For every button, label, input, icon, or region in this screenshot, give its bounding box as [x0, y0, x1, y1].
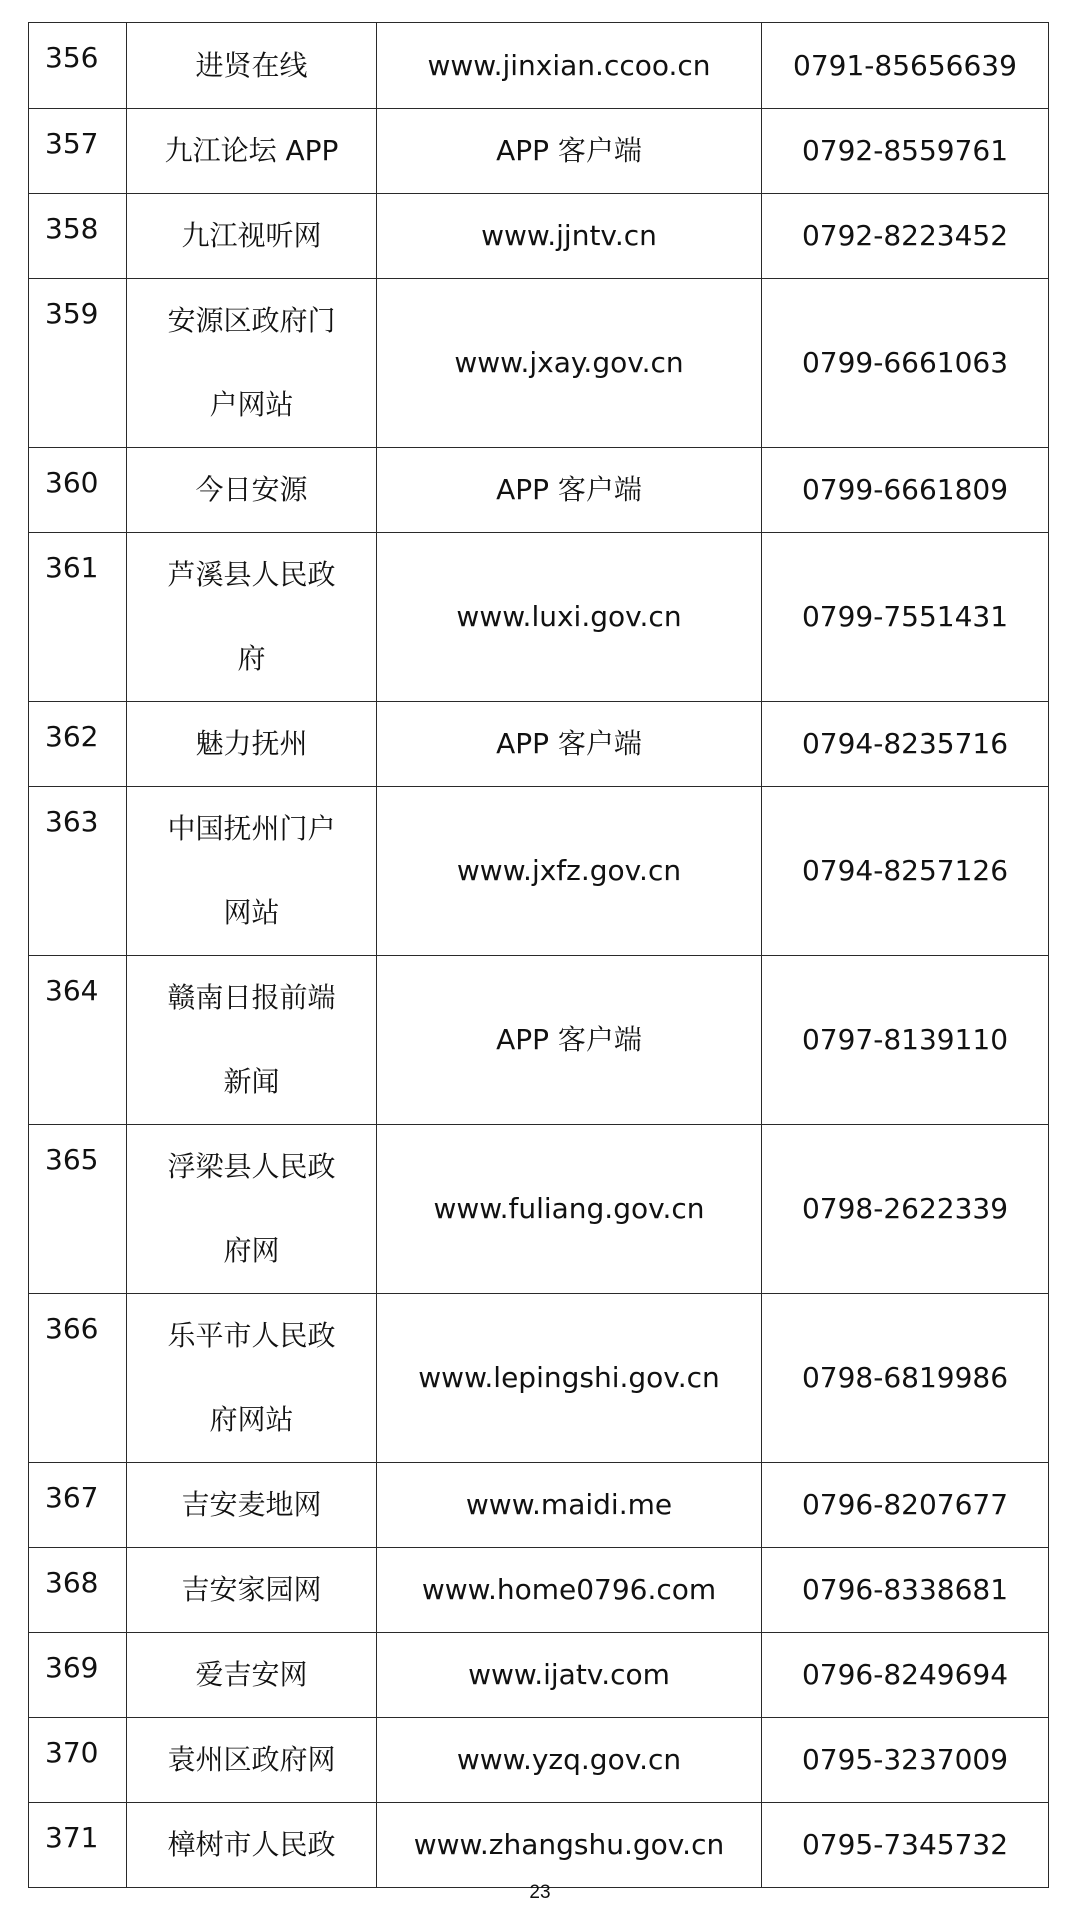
site-name-text: 安源区政府门户网站: [167, 304, 336, 421]
contact-phone: 0791-85656639: [762, 23, 1049, 109]
site-name: [127, 702, 377, 787]
site-name: [127, 787, 377, 956]
site-name: [127, 23, 377, 109]
site-name: [127, 1463, 377, 1548]
row-number: 362: [29, 702, 127, 787]
row-number: 359: [29, 279, 127, 448]
contact-phone: 0795-7345732: [762, 1803, 1049, 1888]
table-row: [29, 702, 1049, 787]
site-name-text: 九江视听网: [181, 219, 322, 252]
row-number: 365: [29, 1125, 127, 1294]
site-url: www.fuliang.gov.cn: [377, 1125, 762, 1294]
table-row: [29, 1125, 1049, 1294]
row-number: 370: [29, 1718, 127, 1803]
site-name: [127, 956, 377, 1125]
table-row: [29, 1548, 1049, 1633]
row-number: 357: [29, 109, 127, 194]
row-number: 366: [29, 1294, 127, 1463]
table-body: [29, 23, 1049, 1888]
site-name: [127, 279, 377, 448]
site-url: www.jinxian.ccoo.cn: [377, 23, 762, 109]
site-name-text: 袁州区政府网: [167, 1743, 336, 1776]
site-name-text: 进贤在线: [195, 48, 308, 82]
page-number: 23: [529, 1882, 551, 1903]
site-name-text: 芦溪县人民政府: [167, 558, 336, 675]
site-name: [127, 448, 377, 533]
site-url: APP 客户端: [377, 448, 762, 533]
contact-phone: 0794-8235716: [762, 702, 1049, 787]
table-row: [29, 1294, 1049, 1463]
site-url: www.luxi.gov.cn: [377, 533, 762, 702]
site-name-text: 吉安家园网: [181, 1573, 322, 1606]
contact-phone: 0792-8559761: [762, 109, 1049, 194]
row-number: 369: [29, 1633, 127, 1718]
site-name-text: 樟树市人民政: [167, 1828, 336, 1861]
site-name: [127, 533, 377, 702]
site-url: www.zhangshu.gov.cn: [377, 1803, 762, 1888]
row-number: 371: [29, 1803, 127, 1888]
site-url: APP 客户端: [377, 956, 762, 1125]
site-url: www.home0796.com: [377, 1548, 762, 1633]
site-name: [127, 109, 377, 194]
site-name: [127, 1718, 377, 1803]
site-name-text: 今日安源: [195, 473, 308, 506]
site-name: [127, 1125, 377, 1294]
site-name: [127, 1803, 377, 1888]
site-name-text: 九江论坛 APP: [164, 134, 339, 167]
table-row: [29, 1718, 1049, 1803]
row-number: 356: [29, 23, 127, 109]
contact-phone: 0799-7551431: [762, 533, 1049, 702]
contact-phone: 0797-8139110: [762, 956, 1049, 1125]
row-number: 360: [29, 448, 127, 533]
contact-phone: 0794-8257126: [762, 787, 1049, 956]
table-row: [29, 23, 1049, 109]
row-number: 363: [29, 787, 127, 956]
table-row: [29, 109, 1049, 194]
site-url: APP 客户端: [377, 702, 762, 787]
table-row: [29, 448, 1049, 533]
site-url: www.maidi.me: [377, 1463, 762, 1548]
table-row: [29, 956, 1049, 1125]
contact-phone: 0796-8338681: [762, 1548, 1049, 1633]
site-name: [127, 194, 377, 279]
site-name: [127, 1633, 377, 1718]
contact-phone: 0798-2622339: [762, 1125, 1049, 1294]
table-row: [29, 787, 1049, 956]
table-row: [29, 279, 1049, 448]
row-number: 367: [29, 1463, 127, 1548]
site-name: [127, 1548, 377, 1633]
table-row: [29, 1463, 1049, 1548]
contact-phone: 0796-8249694: [762, 1633, 1049, 1718]
table-row: [29, 1803, 1049, 1888]
site-name-text: 中国抚州门户网站: [167, 812, 336, 929]
contact-phone: 0799-6661063: [762, 279, 1049, 448]
site-name-text: 魅力抚州: [195, 727, 308, 760]
site-name-text: 吉安麦地网: [181, 1488, 322, 1521]
site-name-text: 赣南日报前端新闻: [167, 981, 336, 1098]
site-name: [127, 1294, 377, 1463]
contact-phone: 0792-8223452: [762, 194, 1049, 279]
contact-phone: 0799-6661809: [762, 448, 1049, 533]
table-row: [29, 1633, 1049, 1718]
website-listing-table: [28, 22, 1049, 1888]
site-name-text: 浮梁县人民政府网: [167, 1150, 336, 1267]
table-row: [29, 194, 1049, 279]
row-number: 358: [29, 194, 127, 279]
contact-phone: 0798-6819986: [762, 1294, 1049, 1463]
site-name-text: 爱吉安网: [195, 1658, 308, 1691]
contact-phone: 0795-3237009: [762, 1718, 1049, 1803]
site-url: www.jjntv.cn: [377, 194, 762, 279]
site-url: www.jxfz.gov.cn: [377, 787, 762, 956]
site-name-text: 乐平市人民政府网站: [167, 1319, 336, 1436]
contact-phone: 0796-8207677: [762, 1463, 1049, 1548]
table-row: [29, 533, 1049, 702]
site-url: www.jxay.gov.cn: [377, 279, 762, 448]
row-number: 361: [29, 533, 127, 702]
row-number: 364: [29, 956, 127, 1125]
row-number: 368: [29, 1548, 127, 1633]
site-url: www.ijatv.com: [377, 1633, 762, 1718]
site-url: www.lepingshi.gov.cn: [377, 1294, 762, 1463]
site-url: APP 客户端: [377, 109, 762, 194]
site-url: www.yzq.gov.cn: [377, 1718, 762, 1803]
